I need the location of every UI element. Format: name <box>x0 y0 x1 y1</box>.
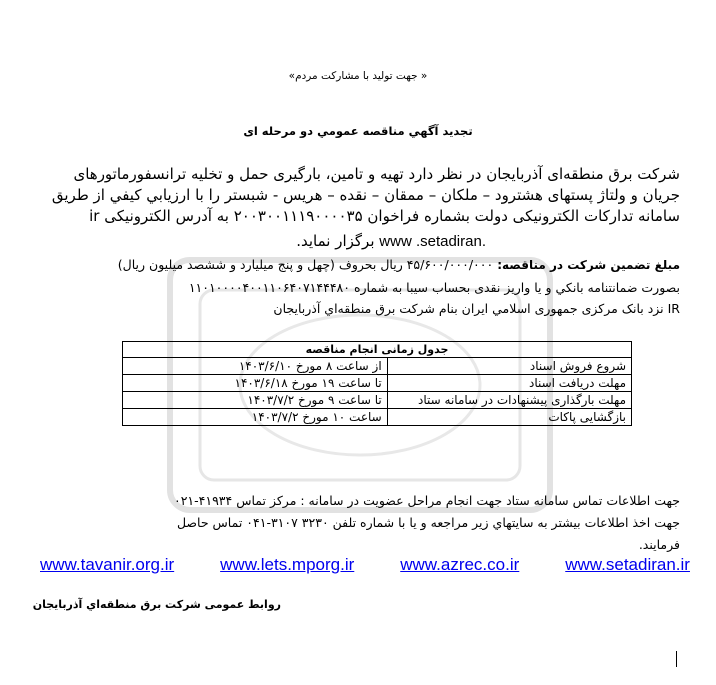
table-row <box>123 392 632 409</box>
link-lets-mporg[interactable]: www.lets.mporg.ir <box>220 555 355 574</box>
contact-line-2: جهت اخذ اطلاعات بیشتر به سایتهاي زیر مراجعه و یا با شماره تلفن ۳۲۳۰ ۳۱۰۷-۰۴۱ تماس حاصل <box>176 515 680 530</box>
notice-heading: تجدید آگهي مناقصه عمومي دو مرحله ای <box>243 124 473 138</box>
contact-line-1: جهت اطلاعات تماس سامانه ستاد جهت انجام مراحل عضویت در سامانه : مرکز تماس ۴۱۹۳۴-۰۲۱ <box>173 493 680 508</box>
schedule-label: بازگشایی پاکات <box>387 409 631 426</box>
paragraph-line-3: سامانه تدارکات الکترونیکی دولت بشماره فراخوان ۲۰۰۳۰۰۱۱۱۹۰۰۰۰۳۵ به آدرس الکترونیکی ir <box>89 207 680 225</box>
guarantee-amount: ۴۵/۶۰۰/۰۰۰/۰۰۰ ریال بحروف (چهل و پنج میلیارد و ششصد میلیون ریال) <box>117 257 498 272</box>
table-row <box>123 409 632 426</box>
schedule-time: تا ساعت ۱۹ مورخ ۱۴۰۳/۶/۱۸ <box>123 375 388 392</box>
schedule-label: مهلت بارگذاری پیشنهادات در سامانه ستاد <box>387 392 631 409</box>
guarantee-line-1 <box>40 254 680 276</box>
link-tavanir[interactable]: www.tavanir.org.ir <box>40 555 175 574</box>
schedule-time: از ساعت ۸ مورخ ۱۴۰۳/۶/۱۰ <box>123 358 388 375</box>
slogan: « جهت تولید با مشارکت مردم» <box>288 70 428 82</box>
setadiran-address: www .setadiran. <box>379 233 486 250</box>
table-row <box>123 358 632 375</box>
footer-signature: روابط عمومی شرکت برق منطقه‌اي آذربایجان <box>32 598 281 611</box>
table-row <box>123 375 632 392</box>
page-edge-mark <box>676 651 677 667</box>
schedule-label: مهلت دریافت اسناد <box>387 375 631 392</box>
paragraph-line-1: شرکت برق منطقه‌ای آذربایجان در نظر دارد تهیه و تامین، بارگیری حمل و تخلیه ترانسفورماتورهای <box>73 165 680 183</box>
guarantee-line-3: IR نزد بانک مرکزی جمهوری اسلامي ایران بنام شرکت برق منطقه‌اي آذربایجان <box>273 301 680 316</box>
guarantee-line-2: بصورت ضمانتنامه بانکي و یا واریز نقدی بحساب سیبا به شماره ۱۱۰۱۰۰۰۰۴۰۰۱۱۰۶۴۰۷۱۴۴۴۸۰ <box>188 280 680 295</box>
paragraph-line-2: جریان و ولتاژ پستهای هشترود – ملکان – ممقان – نقده – هریس - شبستر را با ارزیابي کیفي از طریق <box>51 186 680 204</box>
guarantee-label: مبلغ تضمین شرکت در مناقصه: <box>497 258 680 272</box>
contact-line-3: فرمایند. <box>638 537 680 552</box>
schedule-label: شروع فروش اسناد <box>387 358 631 375</box>
link-setadiran[interactable]: www.setadiran.ir <box>565 555 690 574</box>
paragraph-line-4-rest: برگزار نماید. <box>296 232 380 250</box>
schedule-time: ساعت ۱۰ مورخ ۱۴۰۳/۷/۲ <box>123 409 388 426</box>
schedule-time: تا ساعت ۹ مورخ ۱۴۰۳/۷/۲ <box>123 392 388 409</box>
schedule-table <box>122 341 632 426</box>
schedule-title: جدول زمانی انجام مناقصه <box>123 342 632 358</box>
paragraph-line-4 <box>296 231 486 252</box>
link-azrec[interactable]: www.azrec.co.ir <box>400 555 520 574</box>
website-links <box>40 555 690 575</box>
